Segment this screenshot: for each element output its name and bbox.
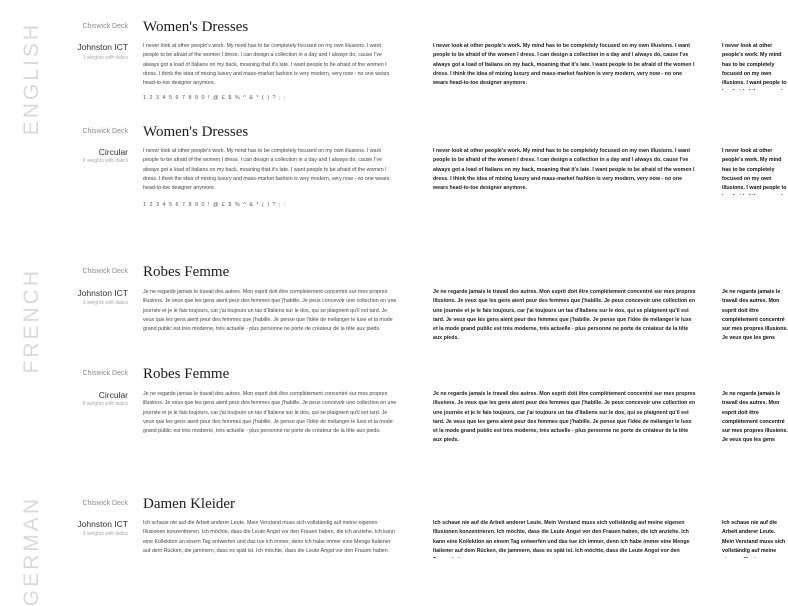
font-family-name: Circular: [98, 390, 128, 400]
weights-note: 6 weights with italics: [82, 158, 128, 164]
character-set: 1 2 3 4 5 6 7 8 9 0 ! @ £ $ % ^ & * ( ) ? ; :: [143, 202, 287, 208]
deck-label: Chiswick Deck: [82, 268, 128, 275]
weights-note: 6 weights with italics: [82, 401, 128, 407]
font-family-name: Johnston ICT: [77, 519, 128, 529]
sample-text-medium: I never look at other people's work. My mind has to be completely focused on my own illusions. I want people to be afraid of the women I dress. I can design a collection in a day and I always do, cause I've always got a load of Italians on my back, moaning that it's late. I want people to be afraid of the women I dress. I think the idea of mixing luxury and mass-market fashion is very modern, very now - no one wears head-to-toe designer anymore.: [433, 148, 695, 192]
sample-text-regular: Je ne regarde jamais le travail des autres. Mon esprit doit être complètement concentré sur mes propres illusions. Je veux que les gens aient peur des femmes que j'habille. Je peux concevoir une collection en une journée et je le fais toujours, car j'ai toujours un tas d'Italiens sur le dos, qui se plaignent qu'il est tard. Je veux que les gens aient peur des femmes que j'habille. Je pense que l'idée de mélanger le luxe et la mode grand public est très moderne, très actuelle - plus personne ne porte de créateur de la tête aux pieds.: [143, 289, 397, 333]
sample-text-medium: Je ne regarde jamais le travail des autres. Mon esprit doit être complètement concentré sur mes propres illusions. Je veux que les gens aient peur des femmes que j'habille. Je peux concevoir une collection en une journée et je le fais toujours, car j'ai toujours un tas d'Italiens sur le dos, qui se plaignent qu'il est tard. Je veux que les gens aient peur des femmes que j'habille. Je pense que l'idée de mélanger le luxe et la mode grand public est très moderne, très actuelle - plus personne ne porte de créateur de la tête aux pieds.: [433, 391, 696, 444]
deck-label: Chiswick Deck: [82, 128, 128, 135]
deck-label: Chiswick Deck: [82, 23, 128, 30]
sample-text-medium: I never look at other people's work. My mind has to be completely focused on my own illusions. I want people to be afraid of the women I dress. I can design a collection in a day and I always do, cause I've always got a load of Italians on my back, moaning that it's late. I want people to be afraid of the women I dress. I think the idea of mixing luxury and mass-market fashion is very modern, very now - no one wears head-to-toe designer anymore.: [433, 43, 695, 87]
sample-text-regular: Je ne regarde jamais le travail des autres. Mon esprit doit être complètement concentré sur mes propres illusions. Je veux que les gens aient peur des femmes que j'habille. Je peux concevoir une collection en une journée et je le fais toujours, car j'ai toujours un tas d'Italiens sur le dos, qui se plaignent qu'il est tard. Je veux que les gens aient peur des femmes que j'habille. Je pense que l'idée de mélanger le luxe et la mode grand public est très moderne, très actuelle - plus personne ne porte de créateur de la tête aux pieds.: [143, 391, 397, 435]
sample-text-regular: Ich schaue nie auf die Arbeit anderer Leute. Mein Verstand muss sich vollständig auf meine eigenen Illusionen konzentrieren. Ich möchte, dass die Leute Angst vor den Frauen haben, die ich anziehe. Ich kann eine Kollektion an einem Tag entwerfen und das tue ich immer, denn ich habe immer eine Menge Italiener auf dem Rücken, die jammern, dass es spät ist. Ich möchte, dass die Leute Angst vor den Frauen haben.: [143, 520, 395, 554]
sample-text-regular: I never look at other people's work. My mind has to be completely focused on my own illusions. I want people to be afraid of the women I dress. I can design a collection in a day and I always do, cause I've always got a load of Italians on my back, moaning that it's late. I want people to be afraid of the women I dress. I think the idea of mixing luxury and mass-market fashion is very modern, very now - no one wears head-to-toe designer anymore.: [143, 148, 390, 192]
sample-text-medium: Je ne regarde jamais le travail des autres. Mon esprit doit être complètement concentré sur mes propres illusions. Je veux que les gens aient peur des femmes que j'habille. Je peux concevoir une collection en une journée et je le fais toujours, car j'ai toujours un tas d'Italiens sur le dos, qui se plaignent qu'il est tard. Je veux que les gens aient peur des femmes que j'habille. Je pense que l'idée de mélanger le luxe et la mode grand public est très moderne, très actuelle - plus personne ne porte de créateur de la tête aux pieds.: [433, 289, 696, 342]
weights-note: 3 weights with italics: [82, 300, 128, 306]
weights-note: 3 weights with italics: [82, 531, 128, 537]
deck-label: Chiswick Deck: [82, 500, 128, 507]
sample-text-bold: Je ne regarde jamais le travail des autres. Mon esprit doit être complètement concentré sur mes propres illusions. Je veux que les gens: [722, 391, 788, 444]
weights-note: 3 weights with italics: [82, 55, 128, 61]
deck-label: Chiswick Deck: [82, 370, 128, 377]
sample-text-bold: I never look at other people's work. My mind has to be completely focused on my own illusions. I want people to: [722, 148, 787, 192]
specimen-title: Women's Dresses: [143, 19, 249, 35]
specimen-title: Robes Femme: [143, 366, 230, 382]
font-family-name: Johnston ICT: [77, 288, 128, 298]
section-label-french: FRENCH: [20, 268, 43, 374]
sample-text-medium: Ich schaue nie auf die Arbeit anderer Leute. Mein Verstand muss sich vollständig auf meine eigenen Illusionen konzentrieren. Ich möchte, dass die Leute Angst vor den Frauen haben, die ich anziehe. Ich kann eine Kollektion an einem Tag entwerfen und das tue ich immer, denn ich habe immer eine Menge Italiener auf dem Rücken, die jammern, dass es spät ist. Ich möchte, dass die Leute Angst vor den: [433, 520, 690, 554]
specimen-title: Robes Femme: [143, 264, 230, 280]
font-family-name: Johnston ICT: [77, 42, 128, 52]
font-family-name: Circular: [98, 147, 128, 157]
section-label-english: ENGLISH: [20, 22, 43, 136]
sample-text-bold: Je ne regarde jamais le travail des autres. Mon esprit doit être complètement concentré sur mes propres illusions. Je veux que les gens: [722, 289, 788, 342]
character-set: 1 2 3 4 5 6 7 8 9 0 ! @ £ $ % ^ & * ( ) ? ; :: [143, 95, 287, 101]
sample-text-bold: Ich schaue nie auf die Arbeit anderer Leute. Mein Verstand muss sich vollständig auf meine: [722, 520, 786, 554]
section-label-german: GERMAN: [20, 496, 43, 606]
sample-text-regular: I never look at other people's work. My mind has to be completely focused on my own illusions. I want people to be afraid of the women I dress. I can design a collection in a day and I always do, cause I've always got a load of Italians on my back, moaning that it's late. I want people to be afraid of the women I dress. I think the idea of mixing luxury and mass-market fashion is very modern, very now - no one wears head-to-toe designer anymore.: [143, 43, 390, 87]
sample-text-bold: I never look at other people's work. My mind has to be completely focused on my own illusions. I want people to: [722, 43, 787, 87]
specimen-title: Women's Dresses: [143, 124, 249, 140]
specimen-title: Damen Kleider: [143, 496, 236, 512]
